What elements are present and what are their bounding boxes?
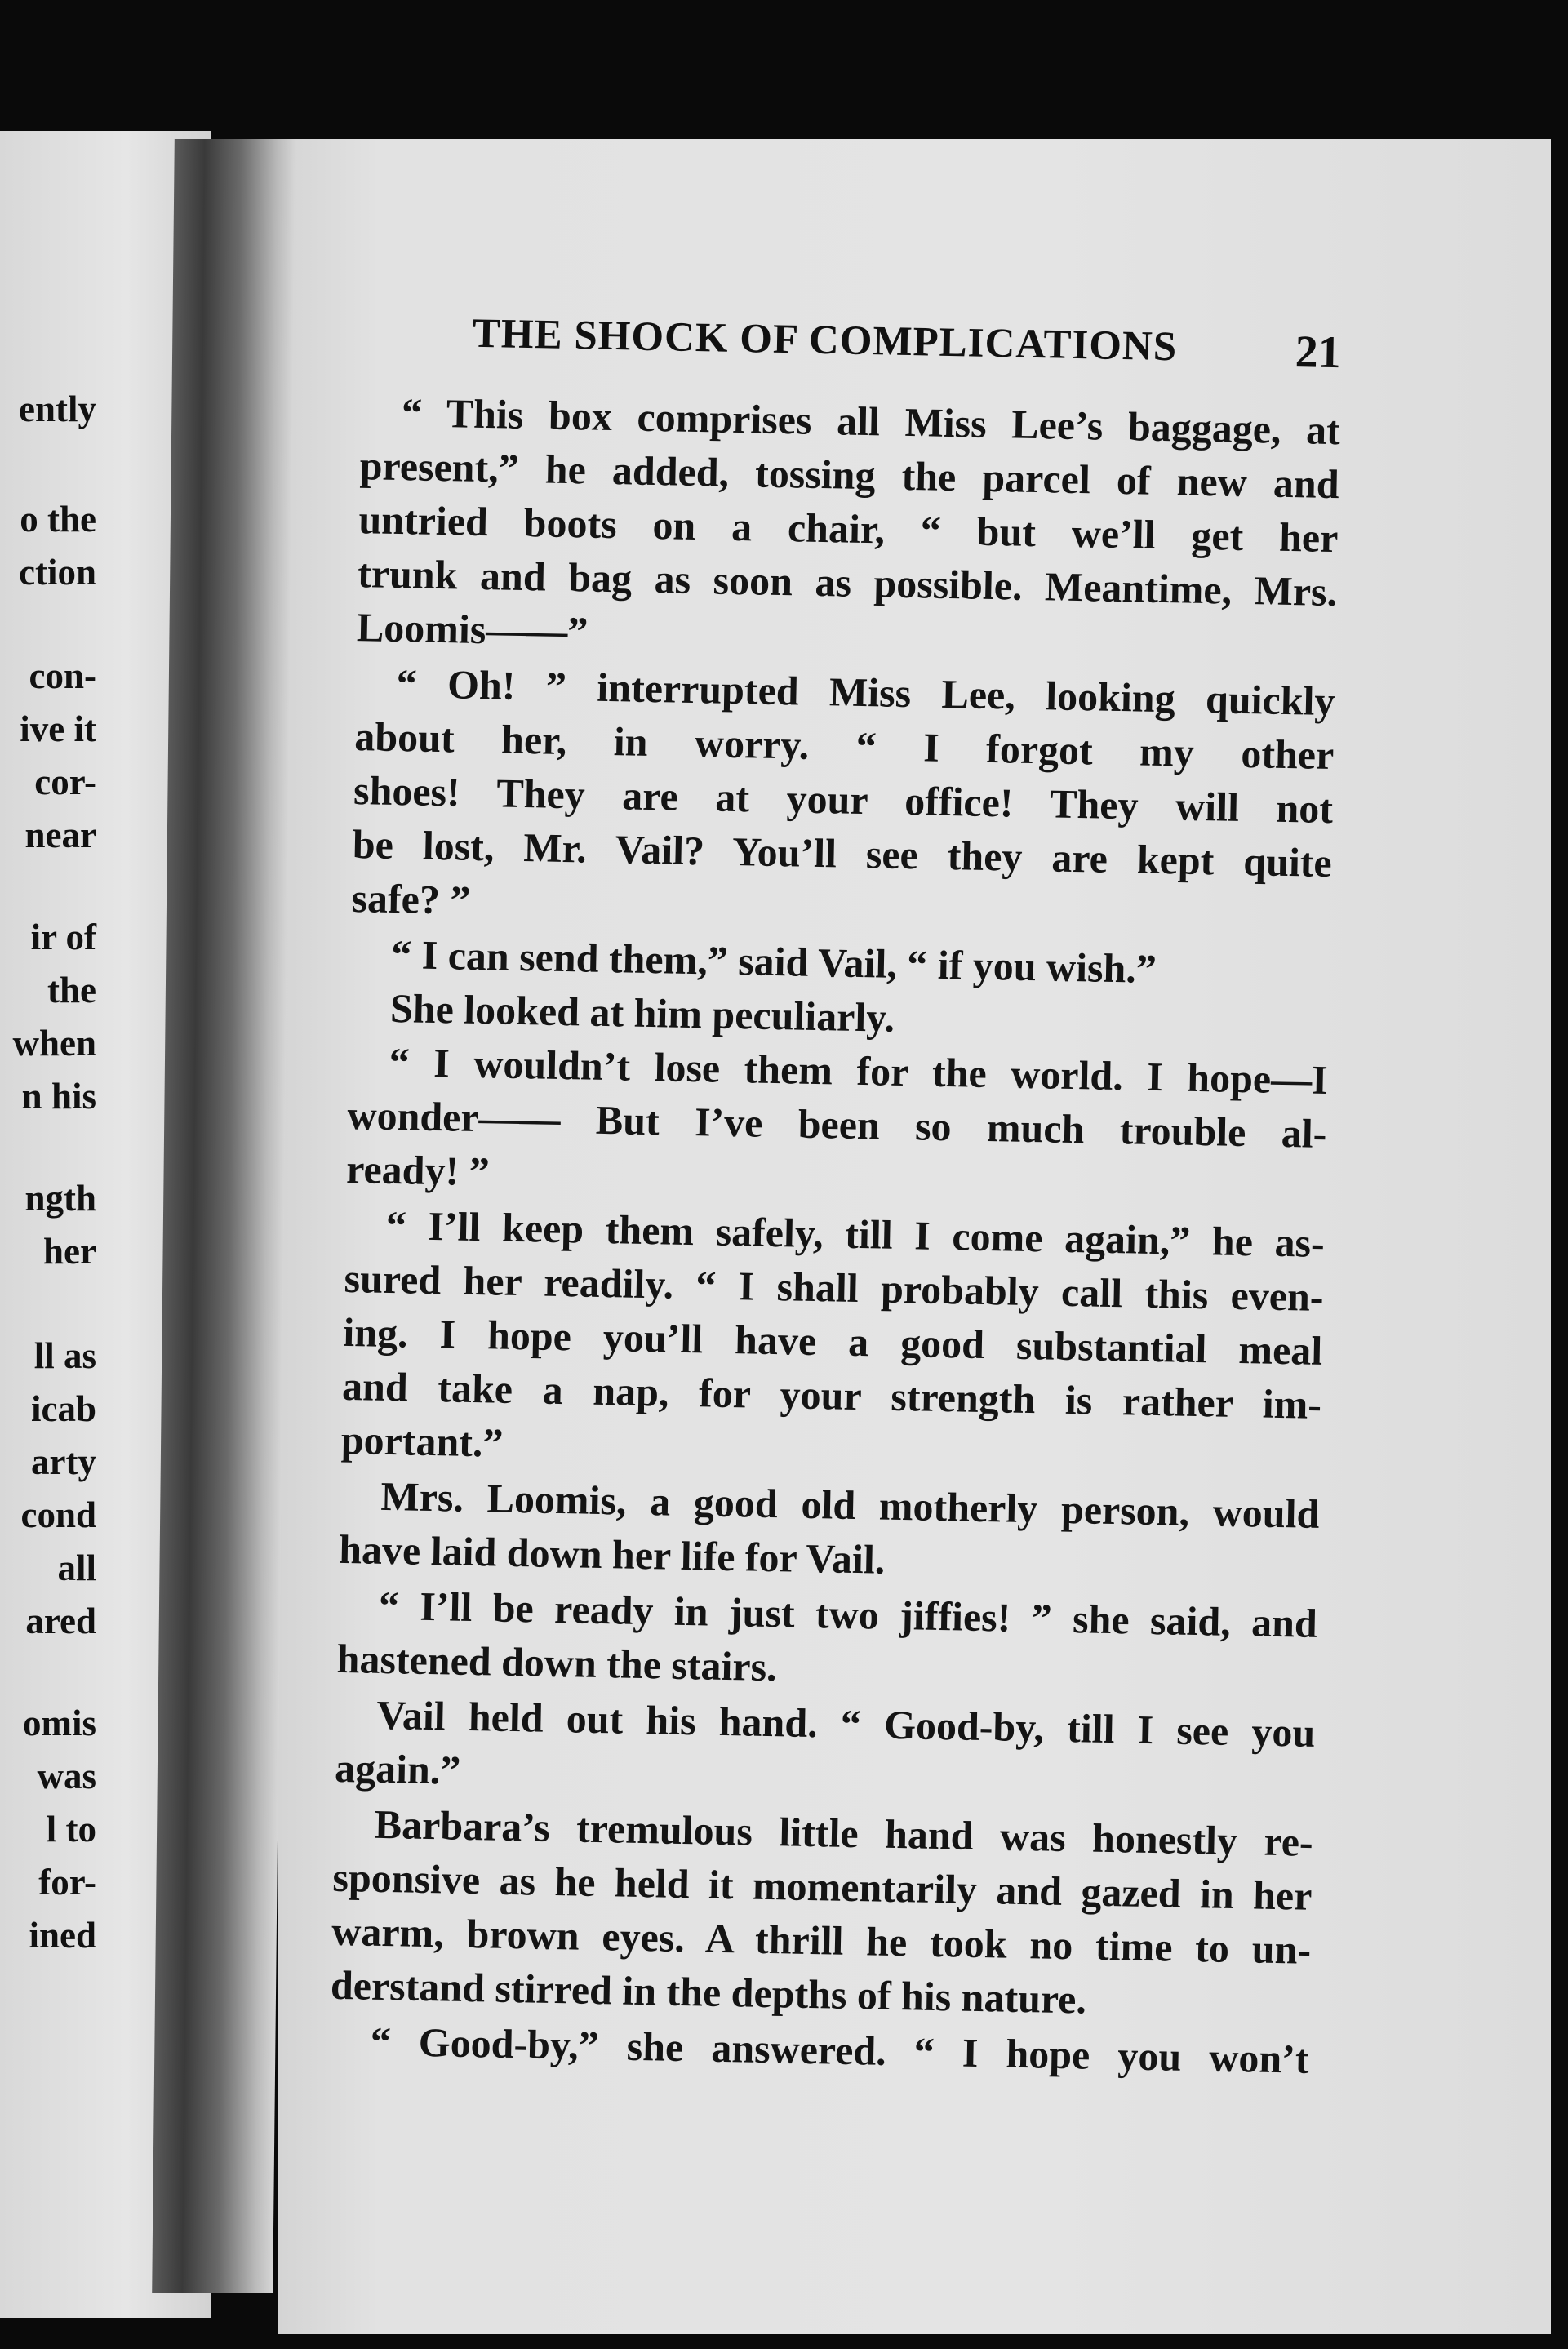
text-line: Vail held out his hand. “ Good-by, till I see you xyxy=(375,1691,1316,1756)
text-line: portant.” xyxy=(340,1416,504,1466)
left-page-line: all xyxy=(57,1547,96,1588)
left-page-line: the xyxy=(47,970,96,1010)
text-line: be lost, Mr. Vail? You’ll see they are kept quite xyxy=(352,821,1333,886)
left-page-line: when xyxy=(12,1023,96,1063)
left-page-line: her xyxy=(43,1231,96,1272)
left-page-line: was xyxy=(37,1756,96,1796)
text-line: sponsive as he held it momentarily and gazed in her xyxy=(332,1854,1313,1919)
text-line: untried boots on a chair, “ but we’ll get her xyxy=(358,496,1339,562)
text-line: wonder—— But I’ve been so much trouble al- xyxy=(347,1091,1327,1157)
left-page-line: ared xyxy=(25,1601,96,1641)
text-line: about her, in worry. “ I forgot my other xyxy=(353,713,1335,779)
left-page-line: icab xyxy=(30,1388,96,1429)
left-page-line: near xyxy=(24,815,96,855)
text-line: ing. I hope you’ll have a good substantial meal xyxy=(342,1308,1323,1374)
left-page-line: ction xyxy=(19,552,96,593)
text-line: shoes! They are at your office! They will not xyxy=(353,767,1334,833)
left-page-line: for- xyxy=(38,1862,96,1903)
text-line: present,” he added, tossing the parcel of new and xyxy=(359,442,1340,508)
text-line: have laid down her life for Vail. xyxy=(338,1525,886,1583)
text-line: Mrs. Loomis, a good old motherly person, would xyxy=(380,1472,1320,1537)
left-page-line: omis xyxy=(23,1703,96,1743)
text-line: sured her readily. “ I shall probably call this even- xyxy=(344,1254,1325,1320)
left-page-line: l to xyxy=(46,1809,96,1849)
text-line: “ I can send them,” said Vail, “ if you wish.” xyxy=(390,930,1157,992)
text-line: “ Oh! ” interrupted Miss Lee, looking quickly xyxy=(396,660,1336,725)
left-page-line: ined xyxy=(29,1915,96,1956)
text-line: She looked at him peculiarly. xyxy=(389,984,895,1041)
text-line: derstand stirred in the depths of his nature. xyxy=(330,1961,1087,2023)
text-line: warm, brown eyes. A thrill he took no time to un- xyxy=(331,1907,1312,1973)
text-line: “ Good-by,” she answered. “ I hope you won’t xyxy=(370,2018,1310,2082)
text-line: Barbara’s tremulous little hand was honestly re- xyxy=(374,1801,1314,1865)
text-line: “ I wouldn’t lose them for the world. I hope—I xyxy=(389,1038,1329,1103)
left-page-line: cond xyxy=(20,1494,96,1535)
left-page-line: ive it xyxy=(20,708,96,749)
text-line: again.” xyxy=(334,1744,461,1793)
left-page-line: ir of xyxy=(30,917,96,957)
text-line: and take a nap, for your strength is rather im- xyxy=(341,1362,1322,1428)
text-line: ready! ” xyxy=(345,1145,491,1195)
left-page-line: o the xyxy=(20,499,96,540)
text-line: “ I’ll keep them safely, till I come again,” he as- xyxy=(385,1201,1326,1266)
left-page-line: arty xyxy=(31,1441,96,1482)
page-number: 21 xyxy=(1295,326,1342,379)
text-line: “ I’ll be ready in just two jiffies! ” she said, and xyxy=(378,1582,1318,1646)
text-line: trunk and bag as soon as possible. Meantime, Mrs. xyxy=(357,550,1338,615)
text-line: Loomis——” xyxy=(356,604,589,655)
text-line: hastened down the stairs. xyxy=(336,1635,778,1690)
text-line: “ This box comprises all Miss Lee’s baggage, at xyxy=(401,389,1341,454)
text-line: safe? ” xyxy=(351,875,471,923)
left-page-line: n his xyxy=(21,1076,96,1117)
left-page-line: cor- xyxy=(34,762,96,802)
running-head: THE SHOCK OF COMPLICATIONS xyxy=(472,310,1178,371)
left-page-line: ll as xyxy=(33,1335,96,1376)
left-page-line: ngth xyxy=(24,1178,96,1219)
left-page-line: ently xyxy=(19,389,96,429)
left-page-line: con- xyxy=(29,655,96,696)
